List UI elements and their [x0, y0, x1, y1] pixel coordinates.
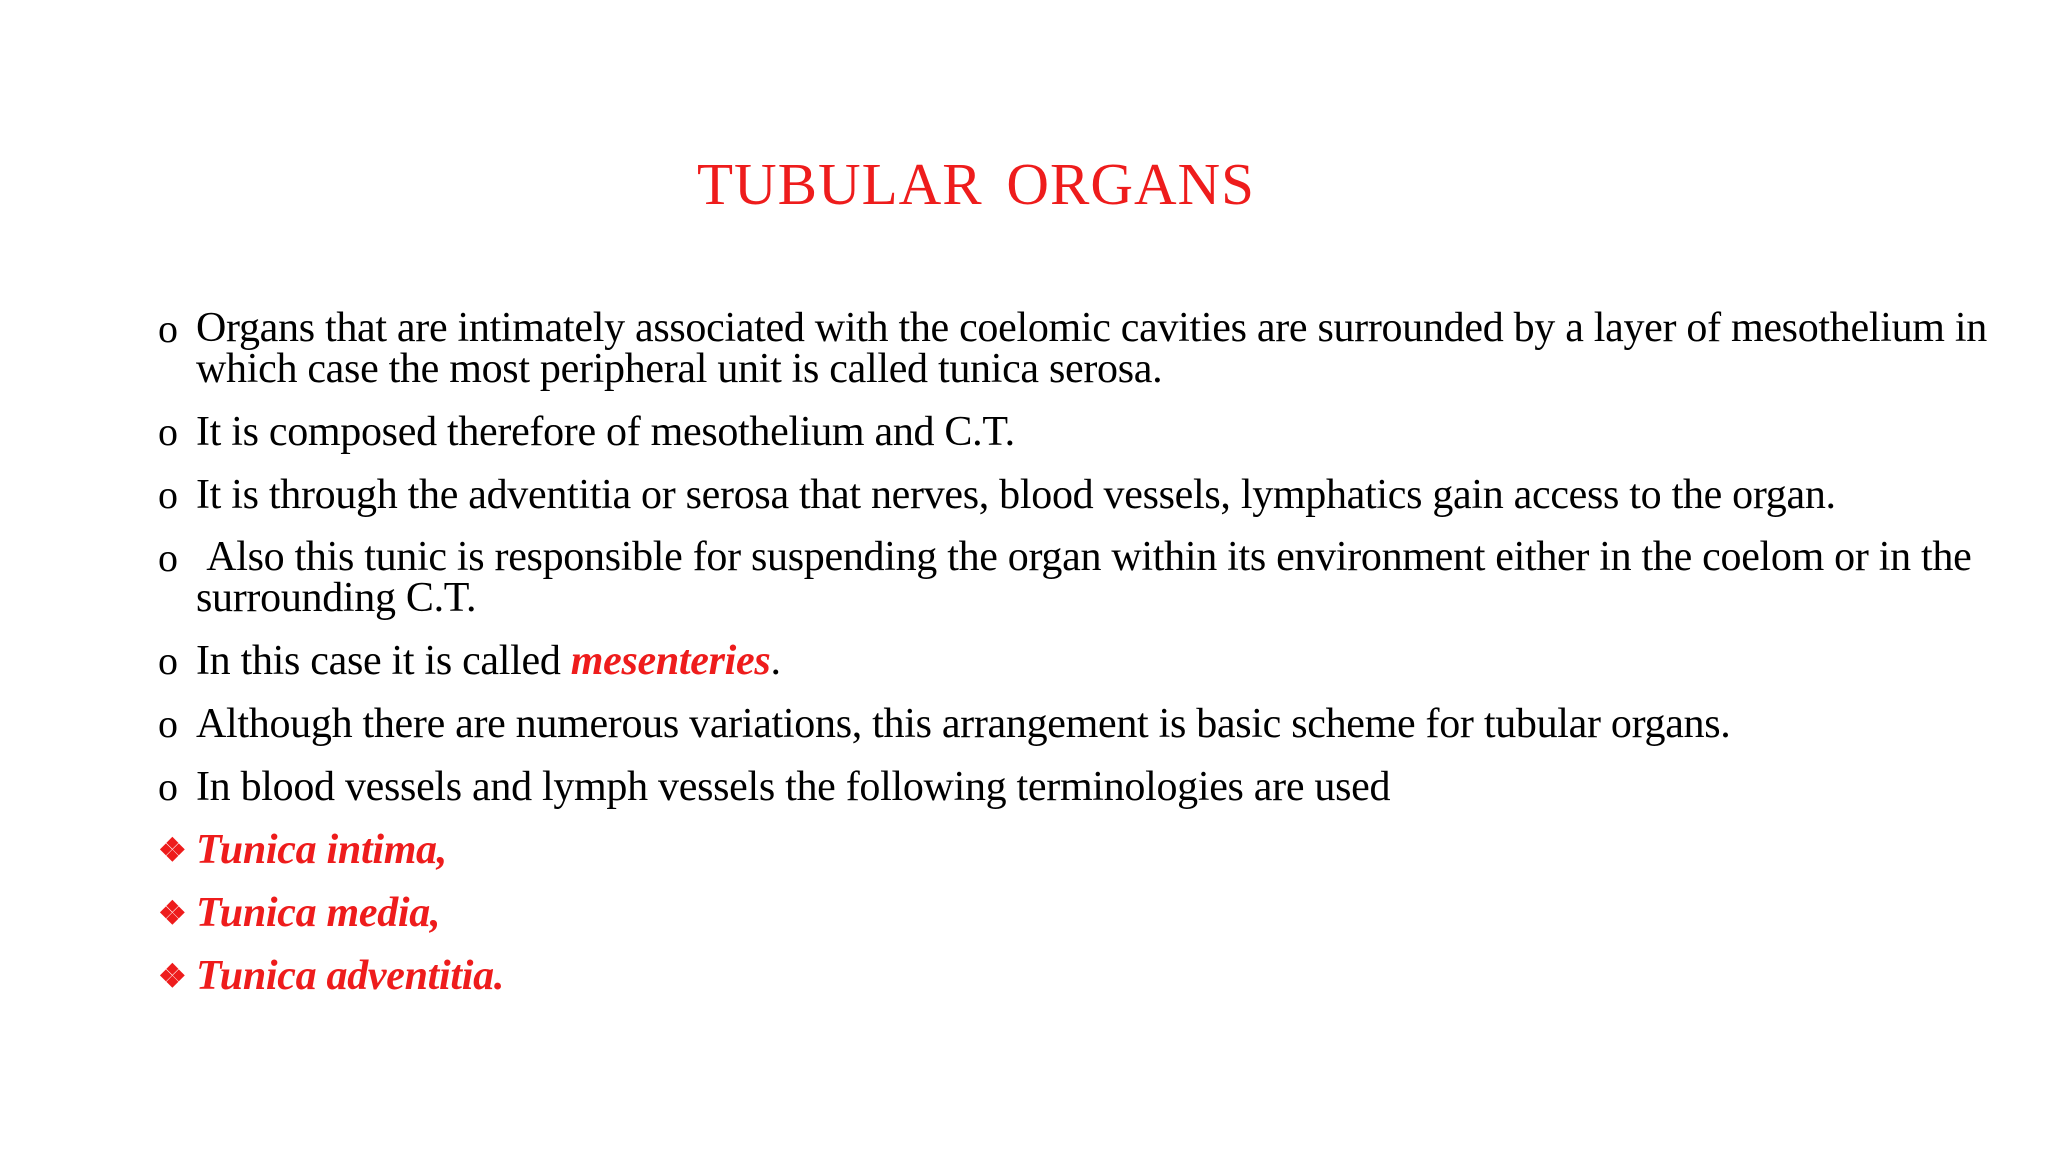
tunic-item	[158, 829, 2018, 871]
circle-bullet-icon: o	[158, 535, 178, 580]
bullet-text: It is composed therefore of mesothelium and C.T.	[196, 409, 1015, 455]
circle-bullet-icon: o	[158, 701, 178, 746]
emphasis-term: mesenteries	[570, 638, 771, 684]
tunic-label: Tunica adventitia.	[196, 953, 505, 999]
tunic-label: Tunica media,	[196, 890, 441, 936]
bullet-text: Also this tunic is responsible for suspending the organ within its environment either in the coelom or in the surrounding C.T.	[196, 534, 1982, 621]
diamond-bullet-icon: ❖	[158, 895, 187, 931]
circle-bullet-icon: o	[158, 409, 178, 454]
circle-bullet-icon: o	[158, 306, 178, 351]
bullet-item	[158, 474, 2018, 516]
tunic-item	[158, 892, 2018, 934]
bullet-text-end: .	[770, 638, 781, 684]
circle-bullet-icon: o	[158, 764, 178, 809]
bullet-item	[158, 766, 2018, 808]
bullet-item	[158, 703, 2018, 745]
bullet-item	[158, 640, 2018, 682]
bullet-item	[158, 305, 2018, 392]
tunic-item	[158, 955, 2018, 997]
bullet-text: Although there are numerous variations, this arrangement is basic scheme for tubular organs.	[196, 701, 1731, 747]
tunic-label: Tunica intima,	[196, 827, 447, 873]
diamond-bullet-icon: ❖	[158, 958, 187, 994]
slide-title: TUBULAR ORGANS	[697, 151, 1255, 217]
diamond-bullet-icon: ❖	[158, 832, 187, 868]
bullet-text: In blood vessels and lymph vessels the following terminologies are used	[196, 764, 1391, 810]
bullet-item	[158, 534, 2018, 621]
bullet-text: Organs that are intimately associated with the coelomic cavities are surrounded by a layer of mesothelium in which case the most peripheral unit is called tunica serosa.	[196, 305, 1987, 392]
circle-bullet-icon: o	[158, 472, 178, 517]
circle-bullet-icon: o	[158, 638, 178, 683]
slide-body	[158, 305, 2018, 1018]
bullet-item	[158, 411, 2018, 453]
bullet-text: It is through the adventitia or serosa that nerves, blood vessels, lymphatics gain access to the organ.	[196, 472, 1836, 518]
bullet-text: In this case it is called	[196, 638, 571, 684]
